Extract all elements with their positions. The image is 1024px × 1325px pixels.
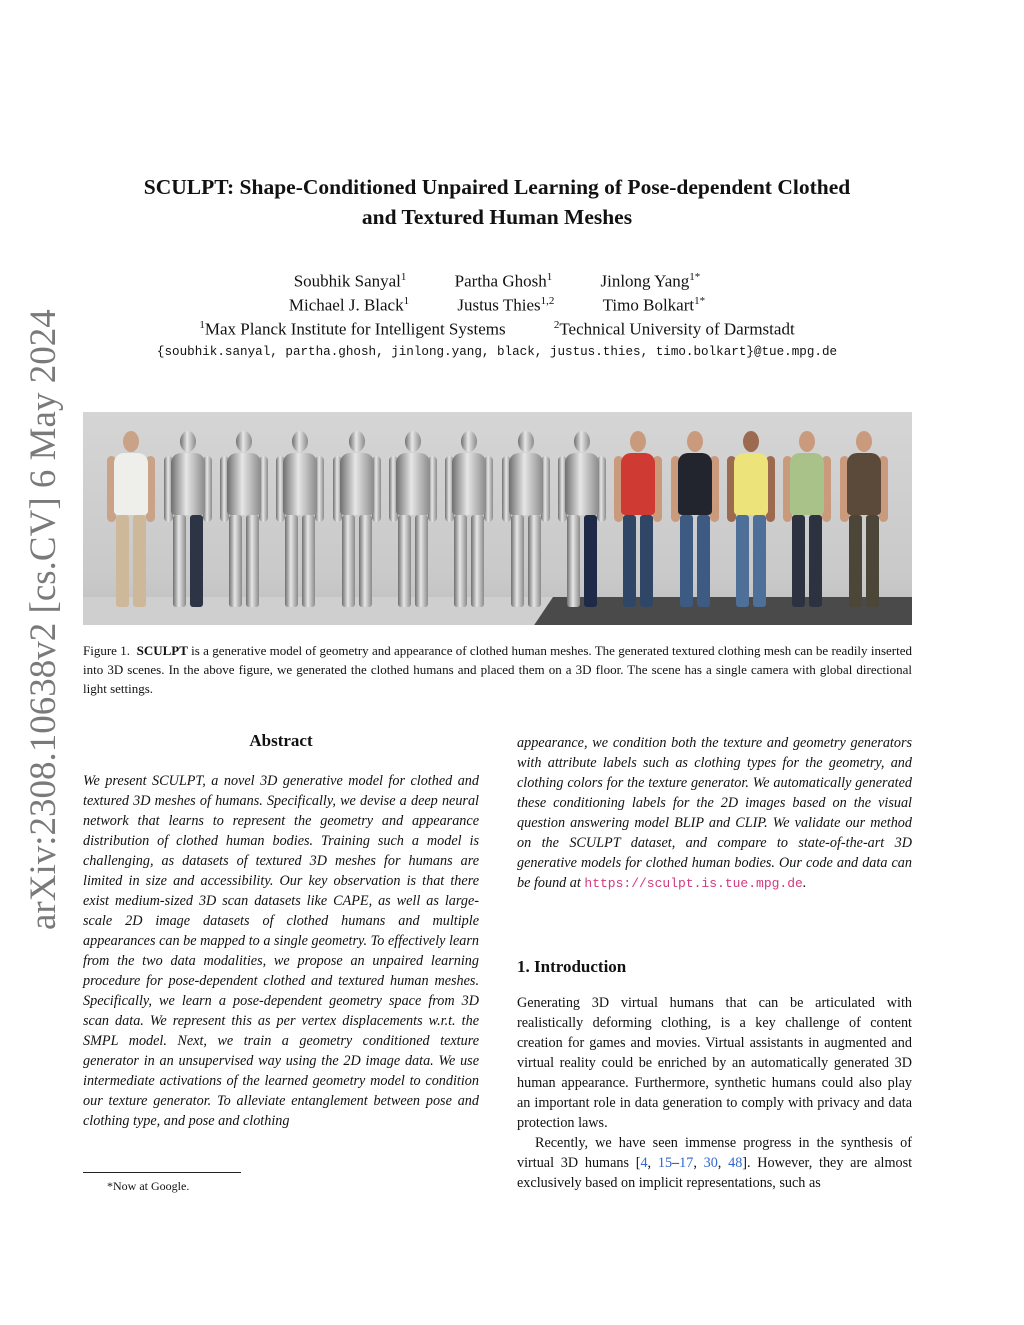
figure-person (669, 431, 721, 609)
author: Justus Thies$^{1,2}$ (457, 295, 555, 315)
caption-text: is a generative model of geometry and appearance of clothed human meshes. The generated textured clothing mesh can be readily inserted into 3D scenes. In the above figure, we generated the clothed humans and placed them on a 3D floor. The scene has a single camera with global directional light settings. (83, 643, 912, 696)
figure-person (838, 431, 890, 609)
figure-person (274, 431, 326, 609)
caption-bold: SCULPT (136, 643, 188, 658)
author: Timo Bolkart$^{1*}$ (602, 295, 706, 315)
author: Partha Ghosh$^1$ (454, 271, 553, 291)
author: Michael J. Black$^1$ (288, 295, 410, 315)
figure-person (105, 431, 157, 609)
paper-title (100, 172, 894, 232)
title-line-1: SCULPT: Shape-Conditioned Unpaired Learning of Pose-dependent Clothed (143, 175, 851, 199)
figure-person (443, 431, 495, 609)
figure-person (725, 431, 777, 609)
title-line-2: and Textured Human Meshes (361, 205, 633, 229)
authors-row-2 (100, 295, 894, 316)
figure-person (612, 431, 664, 609)
period: . (802, 875, 807, 891)
figure-person (500, 431, 552, 609)
intro-paragraph-2: Recently, we have seen immense progress in the synthesis of virtual 3D humans [4, 15–17, 30, 48]. However, they are almost exclusively based on implicit representations, such as (517, 1135, 913, 1191)
author: Soubhik Sanyal$^1$ (293, 271, 407, 291)
figure-person (387, 431, 439, 609)
teaser-figure (83, 412, 912, 625)
caption-label: Figure 1. (83, 643, 130, 658)
affiliations (100, 319, 894, 340)
affiliation: $^2$Technical University of Darmstadt (553, 319, 795, 339)
footnote-rule (83, 1172, 241, 1173)
figure-person (781, 431, 833, 609)
arxiv-stamp: arXiv:2308.10638v2 [cs.CV] 6 May 2024 (23, 309, 64, 930)
intro-paragraph-1: Generating 3D virtual humans that can be articulated with realistically deforming clothing, is a key challenge of content creation for games and movies. Virtual assistants in augmented and virtual reality could be enriched by an automatically generated 3D human appearance. Furthermore, synthetic humans could also play an important role in data generation to comply with privacy and data protection laws. (517, 995, 912, 1131)
introduction-heading: 1. Introduction (517, 957, 627, 976)
figure-person (331, 431, 383, 609)
figure-person (162, 431, 214, 609)
citation-link[interactable]: 48 (728, 1155, 743, 1171)
authors-row-1 (100, 271, 894, 292)
abstract-continued (517, 733, 912, 894)
citation-link[interactable]: 4 (640, 1155, 648, 1171)
abstract-text: We present SCULPT, a novel 3D generative model for clothed and textured 3D meshes of humans. Specifically, we devise a deep neural network that learns to represent the geometry and appearance distribution of clothed human bodies. Training such a model is challenging, as datasets of textured 3D meshes for humans are limited in size and accessibility. Our key observation is that there exist medium-sized 3D scan datasets like CAPE, as well as large-scale 2D image datasets of clothed humans and multiple appearances can be mapped to a single geometry. To effectively learn from the two data modalities, we propose an unpaired learning procedure for pose-dependent clothed and textured human meshes. Specifically, we learn a pose-dependent geometry space from 3D scan data. We represent this as per vertex displacements w.r.t. the SMPL model. Next, we train a geometry conditioned texture generator in an unsupervised way using the 2D image data. We use intermediate activations of the learned geometry model to condition our texture generator. To alleviate entanglement between pose and clothing type, and pose and clothing (83, 773, 479, 1129)
affiliation: $^1$Max Planck Institute for Intelligent Systems (199, 319, 506, 339)
citation-link[interactable]: 15 (657, 1155, 673, 1171)
abstract-text-2: appearance, we condition both the texture and geometry generators with attribute labels such as clothing types for the geometry, and clothing colors for the texture generator. We automatically generated these conditioning labels for the 2D images based on the visual question answering model BLIP and CLIP. We validate our method on the SCULPT dataset, and compare to state-of-the-art 3D generative models for clothed human bodies. Our code and data can be found at (517, 735, 912, 891)
introduction-text (517, 993, 912, 1193)
author: Jinlong Yang$^{1*}$ (600, 271, 701, 291)
author-emails: {soubhik.sanyal, partha.ghosh, jinlong.yang, black, justus.thies, timo.bolkart}@tue.mpg.de (156, 345, 838, 359)
figure-person (218, 431, 270, 609)
citation-link[interactable]: 30 (703, 1155, 718, 1171)
figure-caption (83, 641, 912, 698)
footnote: *Now at Google. (107, 1179, 190, 1193)
citation-link[interactable]: 17 (679, 1155, 694, 1171)
project-link[interactable]: https://sculpt.is.tue.mpg.de (584, 876, 803, 891)
figure-person (556, 431, 608, 609)
abstract-heading: Abstract (249, 731, 313, 750)
